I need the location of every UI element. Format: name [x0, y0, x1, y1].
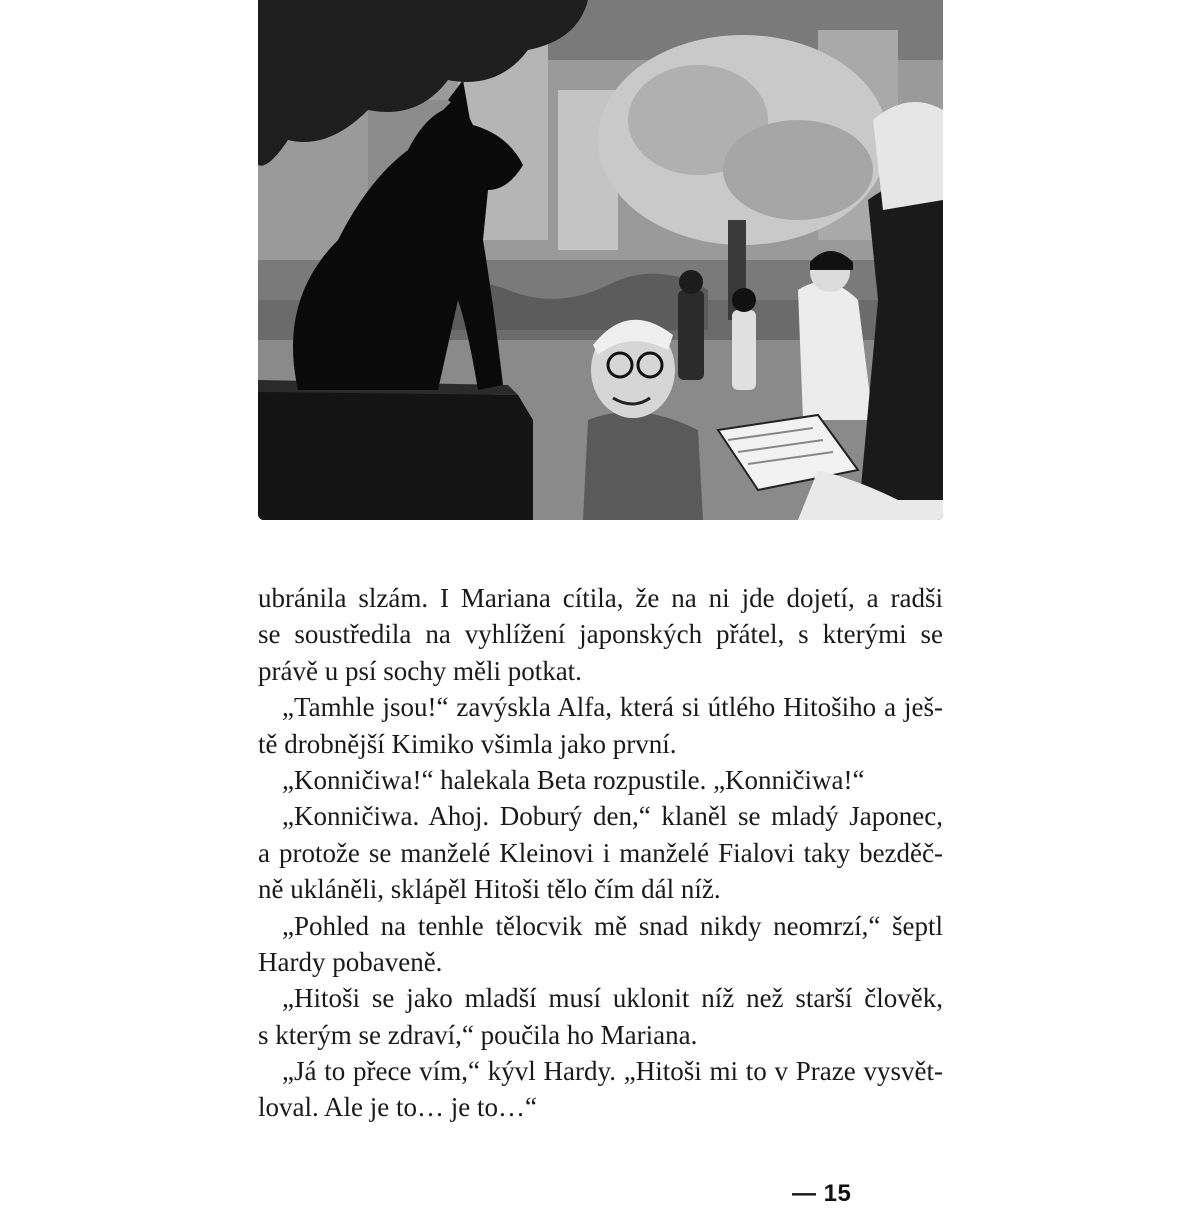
- text-line: tě drobnější Kimiko všimla jako první.: [258, 728, 677, 759]
- text-line: právě u psí sochy měli potkat.: [258, 655, 582, 686]
- page-number: — 15: [792, 1180, 852, 1207]
- text-line: „Pohled na tenhle tělocvik mě snad nikdy neomrzí,“ šeptl: [282, 910, 943, 941]
- text-line: s kterým se zdraví,“ poučila ho Mariana.: [258, 1019, 698, 1050]
- body-text: [258, 580, 943, 1126]
- illustration-hachiko-statue-scene: [258, 0, 943, 520]
- text-line: Hardy pobaveně.: [258, 946, 443, 977]
- text-line: „Konničiwa. Ahoj. Doburý den,“ klaněl se mladý Japonec,: [282, 801, 943, 832]
- text-line: „Konničiwa!“ halekala Beta rozpustile. „Konničiwa!“: [282, 764, 865, 795]
- text-line: se soustředila na vyhlížení japonských přátel, s kterými se: [258, 619, 943, 650]
- text-line: ubránila slzám. I Mariana cítila, že na ni jde dojetí, a radši: [258, 583, 943, 613]
- text-line: „Tamhle jsou!“ zavýskla Alfa, která si útlého Hitošiho a ješ-: [282, 692, 943, 723]
- statue-pedestal: [258, 390, 533, 520]
- text-line: ně ukláněli, sklápěl Hitoši tělo čím dál níž.: [258, 874, 721, 905]
- text-line: a protože se manželé Kleinovi i manželé Fialovi taky bezděč-: [258, 837, 943, 868]
- text-line: loval. Ale je to… je to…“: [258, 1092, 537, 1123]
- text-line: „Já to přece vím,“ kývl Hardy. „Hitoši mi to v Praze vysvět-: [282, 1056, 943, 1087]
- text-line: „Hitoši se jako mladší musí uklonit níž než starší člověk,: [282, 983, 943, 1014]
